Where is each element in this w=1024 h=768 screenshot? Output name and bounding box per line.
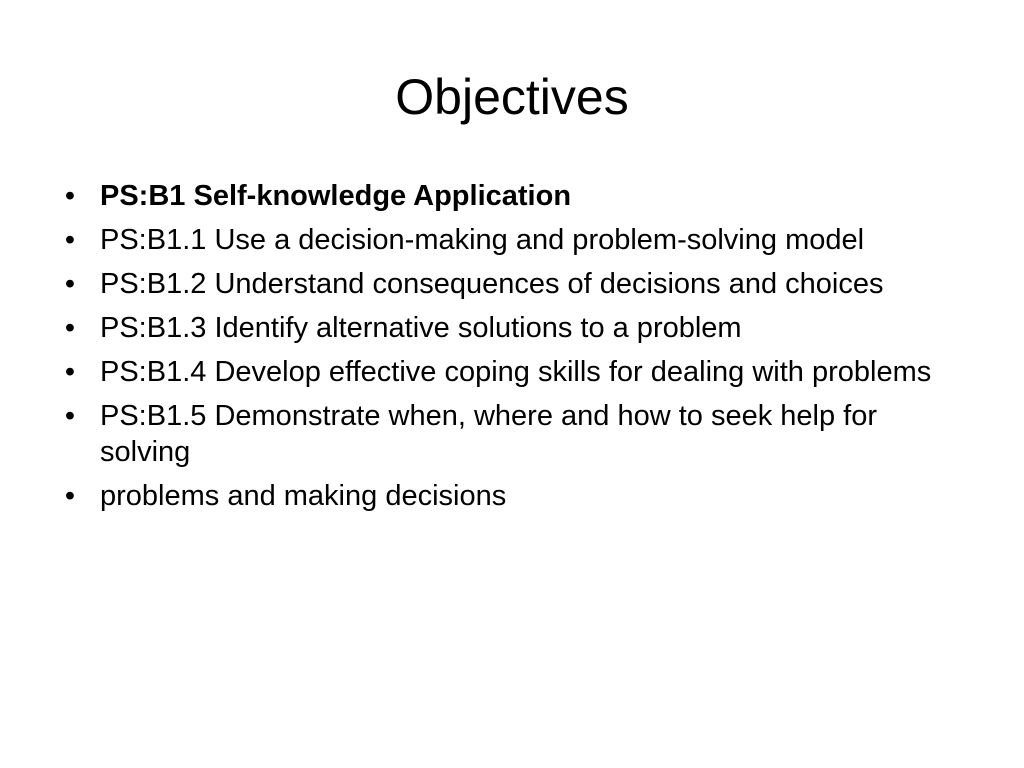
list-item [60,266,970,302]
list-item [60,222,970,258]
list-item-text: PS:B1.2 Understand consequences of decisions and choices [100,268,884,300]
bullet-icon: • [64,312,76,344]
bullet-icon: • [64,224,76,256]
bullet-icon: • [64,268,76,300]
list-item-text: PS:B1.1 Use a decision-making and problem-solving model [100,224,865,256]
list-item [60,178,970,214]
list-item-text: PS:B1.4 Develop effective coping skills for dealing with problems [100,356,932,388]
list-item [60,398,970,470]
objectives-list [60,178,970,522]
list-item [60,478,970,514]
bullet-icon: • [64,480,76,512]
bullet-icon: • [64,400,76,432]
list-item [60,354,970,390]
list-item [60,310,970,346]
bullet-icon: • [64,356,76,388]
slide-title: Objectives [395,69,629,125]
list-item-text: PS:B1.5 Demonstrate when, where and how to seek help for solving [100,400,877,468]
list-item-text: PS:B1.3 Identify alternative solutions to a problem [100,312,742,344]
bullet-icon: • [64,180,76,212]
list-item-text: problems and making decisions [100,480,507,512]
list-item-text: PS:B1 Self-knowledge Application [100,180,572,212]
